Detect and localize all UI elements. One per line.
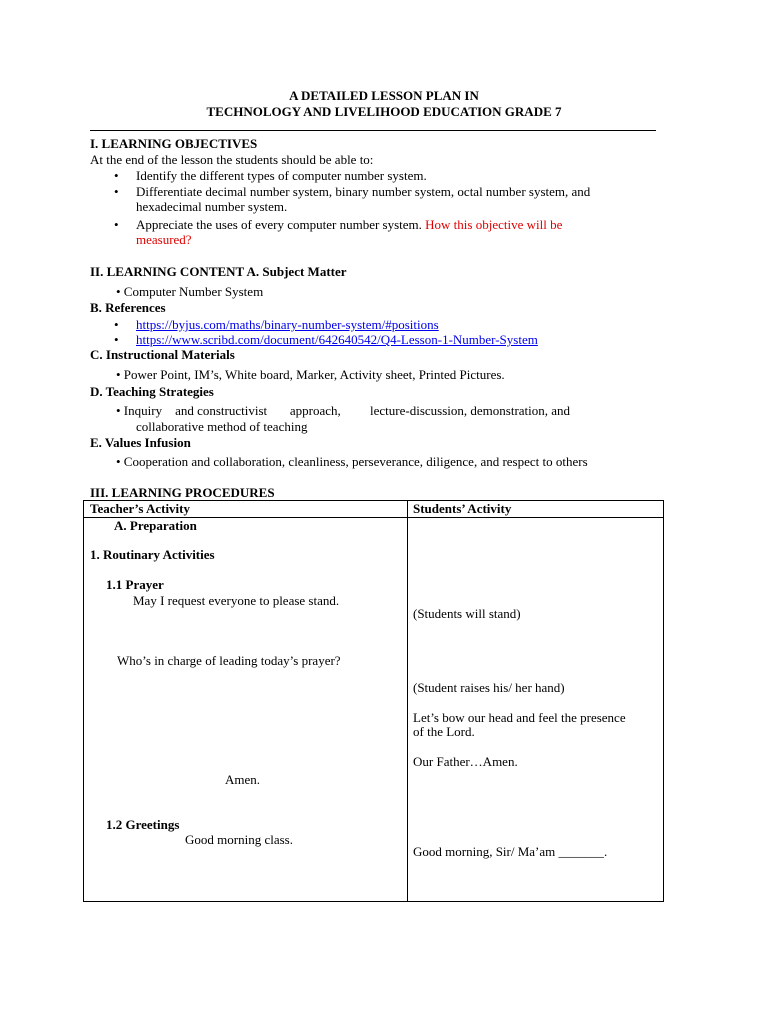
column-header-teacher: Teacher’s Activity: [90, 501, 191, 516]
teacher-amen: Amen.: [225, 772, 261, 787]
reference-link-byjus[interactable]: https://byjus.com/maths/binary-number-system/#positions: [136, 317, 439, 332]
objectives-heading: I. LEARNING OBJECTIVES: [90, 136, 258, 151]
teacher-who-leads: Who’s in charge of leading today’s prayer?: [117, 653, 341, 668]
title-line-2: TECHNOLOGY AND LIVELIHOOD EDUCATION GRADE 7: [206, 104, 562, 119]
title-line-1: A DETAILED LESSON PLAN IN: [289, 88, 479, 103]
objective-item-2: Differentiate decimal number system, binary number system, octal number system, and: [136, 184, 591, 199]
bullet-icon: •: [114, 217, 119, 232]
objectives-intro: At the end of the lesson the students should be able to:: [90, 152, 374, 167]
teacher-stand: May I request everyone to please stand.: [133, 593, 340, 608]
preparation-heading: A. Preparation: [114, 518, 197, 533]
student-our-father: Our Father…Amen.: [413, 754, 518, 769]
references-heading: B. References: [90, 300, 166, 315]
subject-matter: • Computer Number System: [116, 284, 264, 299]
values-list: • Cooperation and collaboration, cleanliness, perseverance, diligence, and respect to others: [116, 454, 588, 469]
student-stand: (Students will stand): [413, 606, 521, 621]
objective-item-3: [136, 217, 562, 232]
procedures-heading: III. LEARNING PROCEDURES: [90, 485, 275, 500]
objective-measure-note-cont: measured?: [136, 232, 192, 247]
teacher-greet: Good morning class.: [185, 832, 293, 847]
values-heading: E. Values Infusion: [90, 435, 191, 450]
greetings-heading: 1.2 Greetings: [106, 817, 180, 832]
objective-item-2-cont: hexadecimal number system.: [136, 199, 288, 214]
materials-list: • Power Point, IM’s, White board, Marker, Activity sheet, Printed Pictures.: [116, 367, 505, 382]
table-column-divider: [407, 501, 408, 901]
strategies-line-1: • Inquiry and constructivist approach, lecture-discussion, demonstration, and: [116, 403, 571, 418]
student-bow-1: Let’s bow our head and feel the presence: [413, 710, 626, 725]
objective-item-3-text: Appreciate the uses of every computer number system.: [136, 217, 422, 232]
bullet-icon: •: [114, 332, 119, 347]
student-raise-hand: (Student raises his/ her hand): [413, 680, 565, 695]
bullet-icon: •: [114, 184, 119, 199]
prayer-heading: 1.1 Prayer: [106, 577, 164, 592]
student-bow-2: of the Lord.: [413, 724, 475, 739]
routinary-heading: 1. Routinary Activities: [90, 547, 215, 562]
materials-heading: C. Instructional Materials: [90, 347, 235, 362]
objective-item-1: Identify the different types of computer number system.: [136, 168, 427, 183]
bullet-icon: •: [114, 317, 119, 332]
strategies-line-2: collaborative method of teaching: [136, 419, 308, 434]
title-divider: [90, 130, 656, 131]
reference-link-scribd[interactable]: https://www.scribd.com/document/642640542/Q4-Lesson-1-Number-System: [136, 332, 538, 347]
column-header-students: Students’ Activity: [413, 501, 512, 516]
bullet-icon: •: [114, 168, 119, 183]
student-greet: Good morning, Sir/ Ma’am _______.: [413, 844, 608, 859]
content-heading: II. LEARNING CONTENT A. Subject Matter: [90, 264, 347, 279]
strategies-heading: D. Teaching Strategies: [90, 384, 214, 399]
objective-measure-note: How this objective will be: [425, 217, 563, 232]
